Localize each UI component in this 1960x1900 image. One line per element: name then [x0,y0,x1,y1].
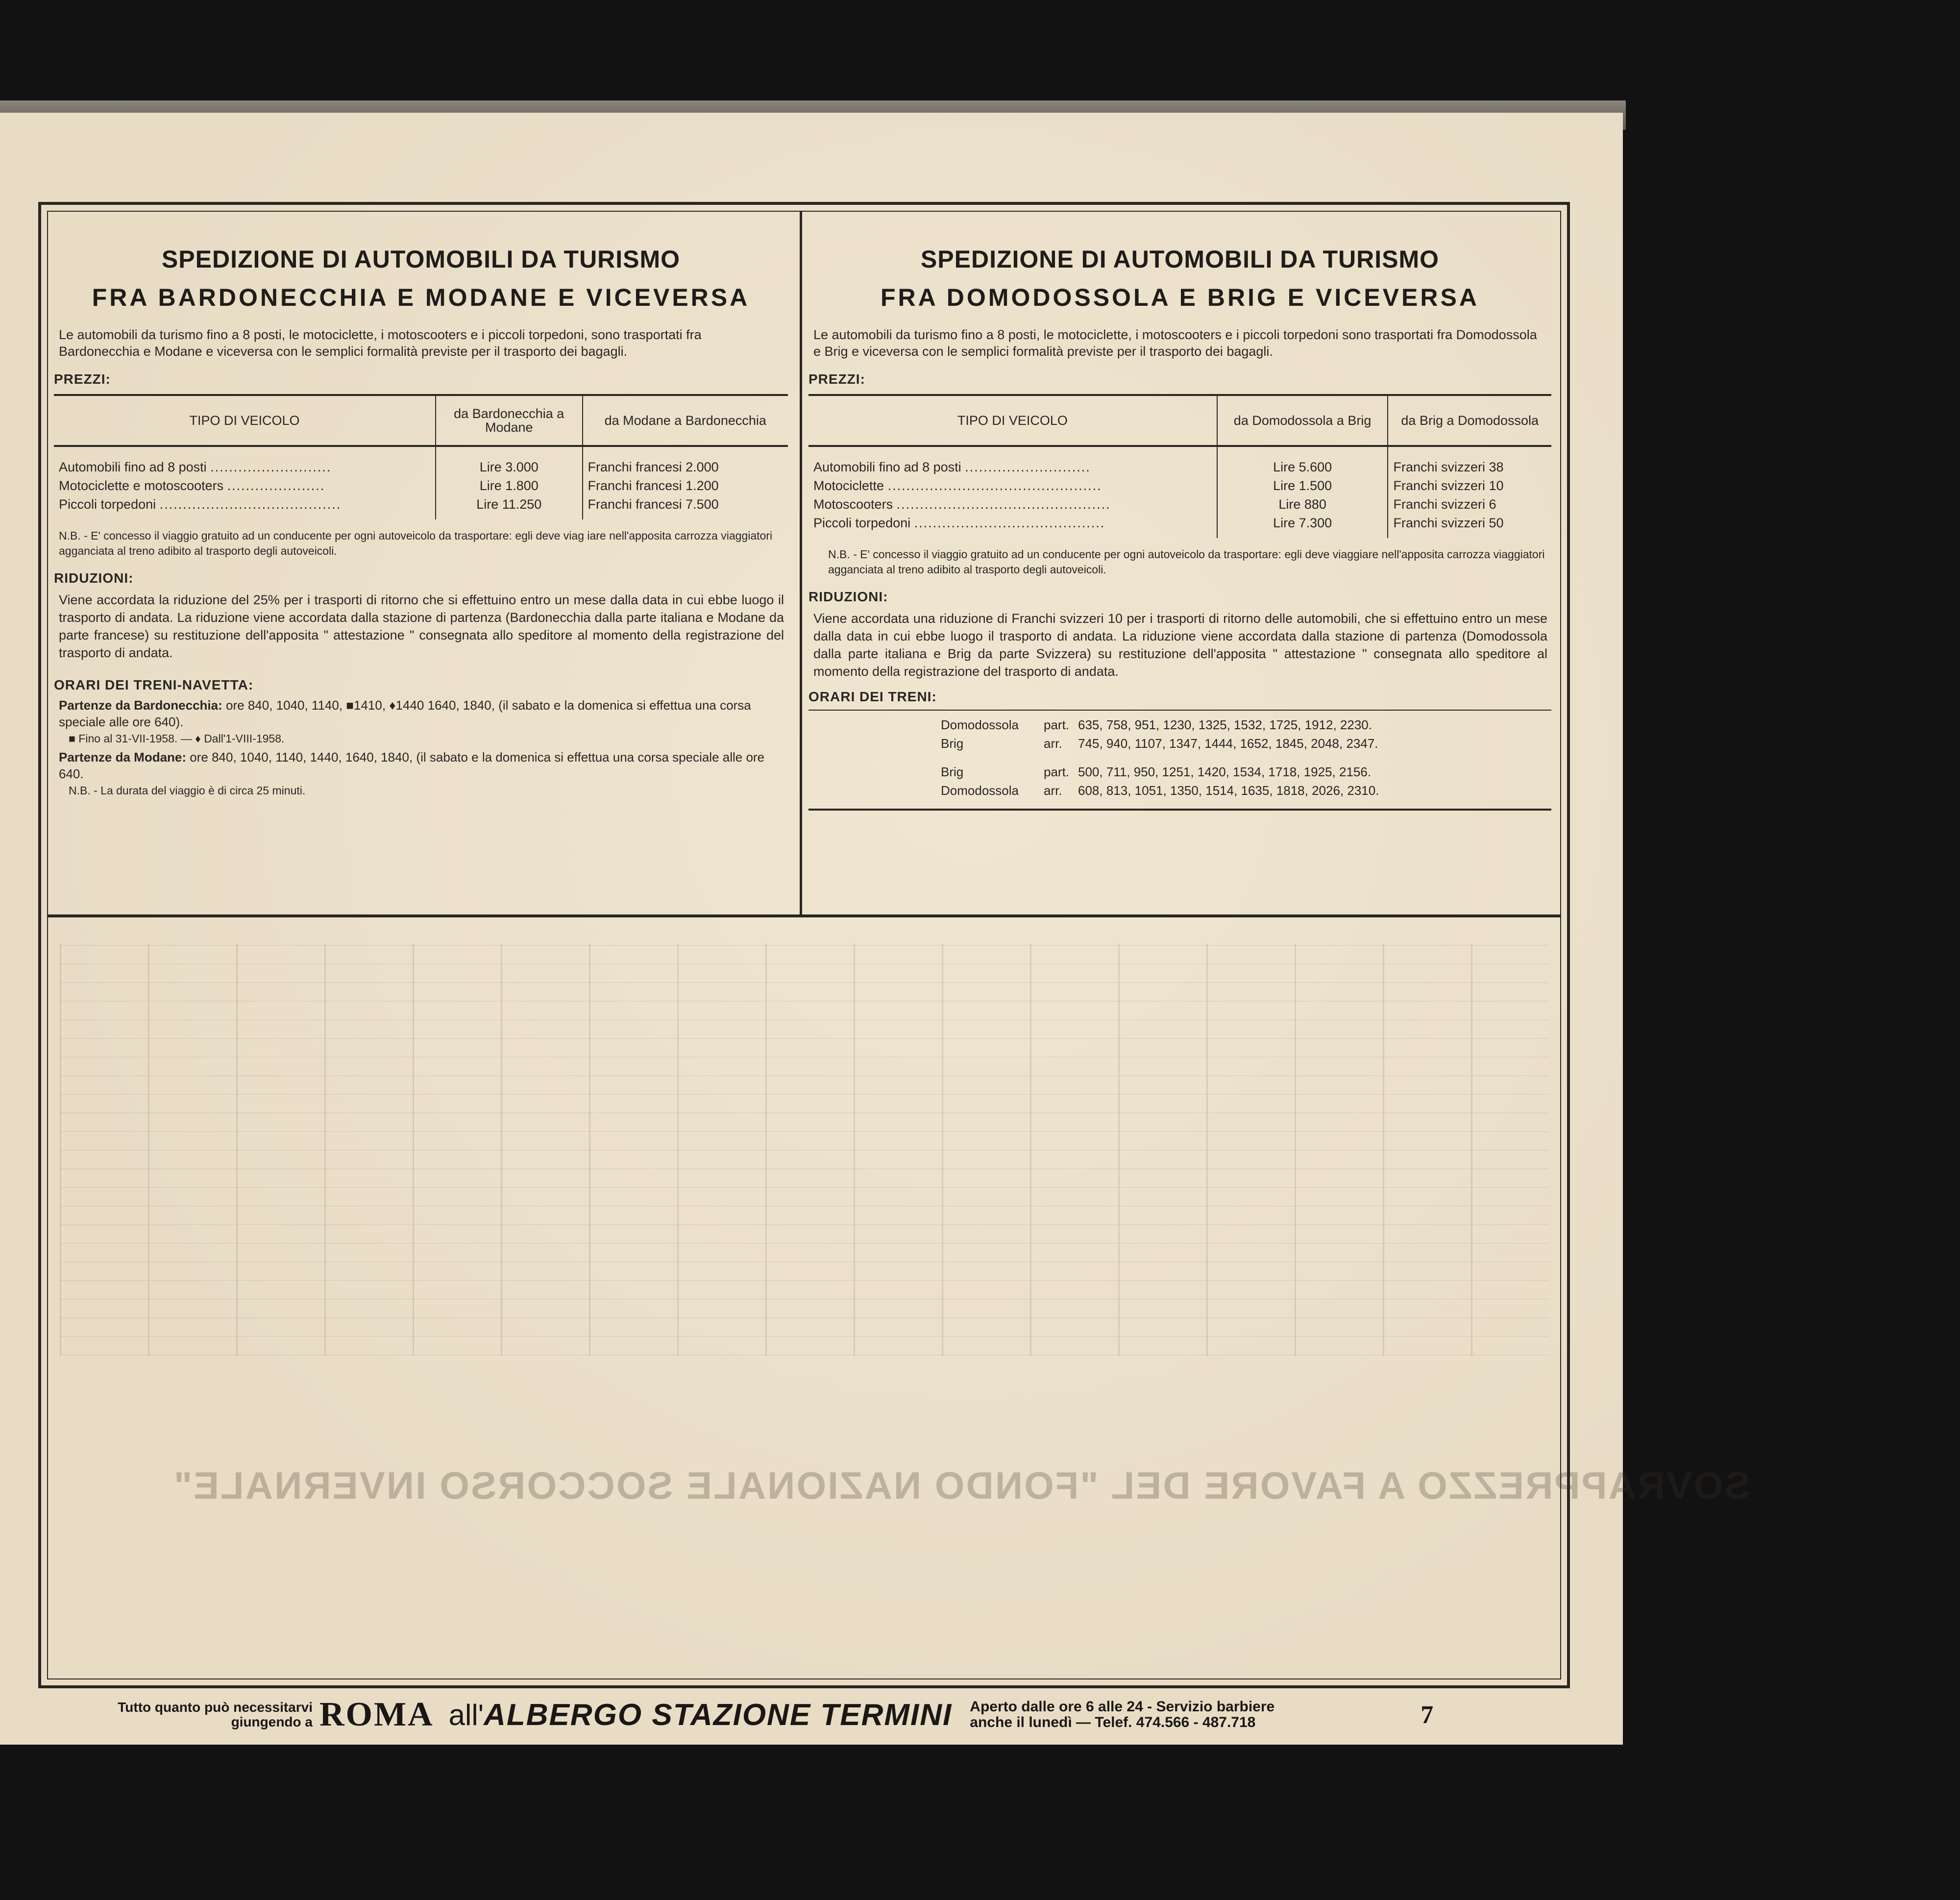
vehicle-cell: Automobili fino ad 8 posti .......................... [59,460,332,474]
vehicle-cell: Automobili fino ad 8 posti ........................... [813,460,1091,474]
vehicle-cell: Piccoli torpedoni ......................................... [813,516,1105,530]
timetable-type: part. [1044,765,1070,779]
price-cell: Franchi francesi 2.000 [583,446,788,476]
right-price-table [808,394,1551,538]
left-title-line2: FRA BARDONECCHIA E MODANE E VICEVERSA [92,284,750,311]
ad-city: ROMA [319,1696,434,1733]
left-reductions-heading: RIDUZIONI: [54,570,134,586]
timetable-times: 500, 711, 950, 1251, 1420, 1534, 1718, 1925, 2156. [1078,765,1372,779]
station-name: Brig [941,765,964,779]
timetable-row [941,763,1551,781]
vehicle-cell: Motociclette e motoscooters ..................... [59,478,325,493]
timetable-type: arr. [1044,783,1062,798]
right-nb-note: N.B. - E' concesso il viaggio gratuito ad un conducente per ogni autoveicolo da trasportare: egli deve viaggiare nell'apposita carrozza viaggiatori agganciata al treno adibito al trasporto degli autoveicoli. [828,548,1545,576]
vehicle-cell: Motoscooters .............................................. [813,497,1111,512]
timetable-times: 745, 940, 1107, 1347, 1444, 1652, 1845, 2048, 2347. [1078,736,1378,751]
domodossola-brig-column [803,212,1557,913]
book-page [0,113,1750,1745]
price-cell: Franchi svizzeri 38 [1388,446,1551,476]
left-title-line1: SPEDIZIONE DI AUTOMOBILI DA TURISMO [161,246,681,273]
price-cell: Lire 1.500 [1217,476,1388,495]
right-title-line1: SPEDIZIONE DI AUTOMOBILI DA TURISMO [920,246,1440,273]
price-cell: Franchi svizzeri 50 [1388,514,1551,538]
price-cell: Lire 880 [1217,495,1388,514]
col-from-modane: da Modane a Bardonecchia [583,395,788,446]
content-frame [38,202,1570,1688]
col-from-bardonecchia: da Bardonecchia a Modane [436,395,583,446]
table-header-row [808,395,1551,446]
upper-section [48,212,1560,917]
left-reductions-text: Viene accordata la riduzione del 25% per i trasporti di ritorno che si effettuino entro un mese dalla data in cui ebbe luogo il trasporto di andata. La riduzione viene accordata dalla stazione di partenza (Bardonecchia dalla parte italiana e Modane da parte francese) su restituzione dell'apposita " attestazione " consegnata allo speditore al momento della registrazione del trasporto di andata. [59,592,784,660]
table-row [54,476,788,495]
timetable-type: arr. [1044,736,1062,751]
advertisement-footer [38,1693,1582,1737]
departures-modane: Partenze da Modane: ore 840, 1040, 1140, 1440, 1640, 1840, (il sabato e la domenica si effettua una corsa speciale alle ore 640. [59,750,765,781]
table-row [54,495,788,519]
price-cell: Lire 3.000 [436,446,583,476]
price-cell: Lire 1.800 [436,476,583,495]
left-nb-note: N.B. - E' concesso il viaggio gratuito ad un conducente per ogni autoveicolo da trasportare: egli deve viag iare nell'apposita carrozza viaggiatori agganciata al treno adibito al trasporto degli autoveicoli. [59,529,773,557]
price-cell: Franchi svizzeri 10 [1388,476,1551,495]
ad-hotel-name: ALBERGO STAZIONE TERMINI [484,1698,953,1732]
price-cell: Lire 7.300 [1217,514,1388,538]
col-vehicle: TIPO DI VEICOLO [808,395,1217,446]
right-title-line2: FRA DOMODOSSOLA E BRIG E VICEVERSA [881,284,1479,311]
schedule-footnote: ■ Fino al 31-VII-1958. — ♦ Dall'1-VIII-1958. [69,732,285,745]
station-name: Domodossola [941,783,1019,798]
left-schedule-heading: ORARI DEI TRENI-NAVETTA: [54,677,254,692]
timetable-row [941,716,1551,734]
right-prices-heading: PREZZI: [808,371,865,387]
table-header-row [54,395,788,446]
show-through-banner: SOVRAPPREZZO A FAVORE DEL "FONDO NAZIONALE SOCCORSO INVERNALE" [172,1464,1750,1507]
duration-note: N.B. - La durata del viaggio è di circa 25 minuti. [69,784,306,797]
station-name: Domodossola [941,717,1019,732]
left-intro: Le automobili da turismo fino a 8 posti, le motociclette, i motoscooters e i piccoli torpedoni, sono trasportati fra Bardonecchia e Modane e viceversa con le semplici formalità previste per il trasporto dei bagagli. [59,327,702,359]
table-row [808,446,1551,476]
left-price-table [54,394,788,519]
table-row [808,495,1551,514]
column-divider [800,212,802,917]
price-cell: Lire 5.600 [1217,446,1388,476]
table-row [808,514,1551,538]
timetable-type: part. [1044,717,1070,732]
col-from-brig: da Brig a Domodossola [1388,395,1551,446]
timetable-times: 635, 758, 951, 1230, 1325, 1532, 1725, 1912, 2230. [1078,717,1372,732]
ad-tagline: Tutto quanto può necessitarvi giungendo a [118,1700,313,1729]
right-reductions-heading: RIDUZIONI: [808,589,888,604]
station-name: Brig [941,736,964,751]
departures-bardonecchia: Partenze da Bardonecchia: ore 840, 1040, 1140, ■1410, ♦1440 1640, 1840, (il sabato e la domenica si effettua una corsa speciale alle ore 640). [59,698,751,729]
timetable-row [941,734,1551,753]
col-vehicle: TIPO DI VEICOLO [54,395,436,446]
page-number: 7 [1421,1701,1434,1729]
col-from-domodossola: da Domodossola a Brig [1217,395,1388,446]
right-schedule-heading: ORARI DEI TRENI: [808,689,937,704]
vehicle-cell: Piccoli torpedoni ....................................... [59,497,342,512]
price-cell: Franchi svizzeri 6 [1388,495,1551,514]
train-timetable [808,710,1551,811]
price-cell: Lire 11.250 [436,495,583,519]
right-intro: Le automobili da turismo fino a 8 posti, le motociclette, i motoscooters e i piccoli torpedoni sono trasportati fra Domodossola e Brig e viceversa con le semplici formalità previste per il trasporto dei bagagli. [813,327,1537,359]
vehicle-cell: Motociclette .............................................. [813,478,1102,493]
price-cell: Franchi francesi 1.200 [583,476,788,495]
table-row [808,476,1551,495]
timetable-gap [808,753,1551,763]
ad-preposition: all' [448,1698,484,1731]
table-row [54,446,788,476]
left-prices-heading: PREZZI: [54,371,111,387]
timetable-times: 608, 813, 1051, 1350, 1514, 1635, 1818, 2026, 2310. [1078,783,1379,798]
bardonecchia-modane-column [48,212,800,913]
right-reductions-text: Viene accordata una riduzione di Franchi svizzeri 10 per i trasporti di ritorno delle automobili, che si effettuino entro un mese dalla data in cui ebbe luogo il trasporto di andata. La riduzione viene accordata dalla stazione di partenza (Domodossola dalla parte italiana e Brig da parte Svizzera) su restituzione dell'apposita " attestazione " consegnata allo speditore al momento della registrazione del trasporto di andata. [813,611,1547,679]
ad-hours-contact: Aperto dalle ore 6 alle 24 - Servizio barbiere anche il lunedì — Telef. 474.566 - 487.718 [970,1699,1275,1730]
timetable-row [941,781,1551,800]
price-cell: Franchi francesi 7.500 [583,495,788,519]
